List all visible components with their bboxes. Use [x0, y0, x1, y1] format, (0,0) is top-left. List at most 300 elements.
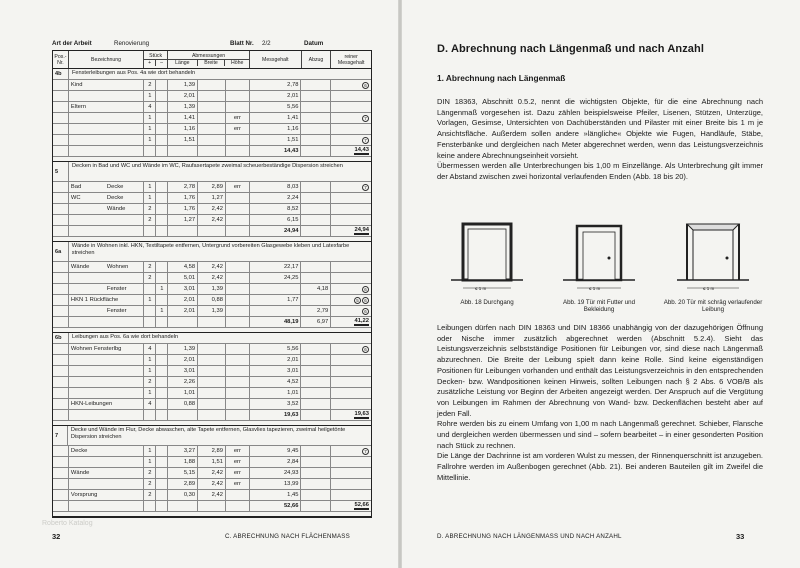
- cell-stueck-minus: [156, 468, 168, 478]
- cell-laenge: 3,01: [168, 366, 198, 376]
- cell-messgehalt: 19,63: [250, 410, 302, 420]
- table-row: [53, 457, 371, 468]
- table-row: [53, 204, 371, 215]
- cell-reiner-messgehalt: [331, 355, 371, 365]
- cell-messgehalt: 2,84: [250, 457, 302, 467]
- cell-laenge: 0,30: [168, 490, 198, 500]
- col-stueck: [144, 51, 168, 68]
- cell-abzug: [301, 226, 331, 236]
- cell-bez-2: Wohnen: [106, 264, 129, 270]
- cell-pos: [53, 226, 69, 236]
- col-plus: +: [144, 60, 156, 66]
- cell-bezeichnung: [69, 501, 144, 511]
- cell-rm-value: 19,63: [354, 411, 369, 417]
- form-column-header: [53, 51, 371, 69]
- blatt-value: 2/2: [262, 40, 271, 47]
- figure-19-caption: Abb. 19 Tür mit Futter und Bekleidung: [562, 299, 636, 314]
- cell-pos: [53, 182, 69, 192]
- cell-reiner-messgehalt: [331, 399, 371, 409]
- cell-stueck-plus: 2: [144, 468, 156, 478]
- cell-messgehalt: 1,77: [250, 295, 302, 305]
- cell-breite: 2,42: [198, 490, 226, 500]
- cell-abzug: [301, 146, 331, 156]
- cell-laenge: [168, 146, 198, 156]
- cell-bezeichnung: [69, 490, 144, 500]
- cell-abzug: [301, 490, 331, 500]
- cell-stueck-plus: 1: [144, 124, 156, 134]
- cell-breite: 2,89: [198, 446, 226, 456]
- cell-reiner-messgehalt: [331, 91, 371, 101]
- table-row: [53, 410, 371, 421]
- figure-20: [663, 212, 763, 318]
- watermark: Roberto Katalog: [42, 520, 93, 527]
- cell-stueck-plus: 1: [144, 295, 156, 305]
- cell-pos: [53, 366, 69, 376]
- cell-stueck-plus: 4: [144, 102, 156, 112]
- cell-breite: [198, 355, 226, 365]
- cell-bez-1: HKN 1 Rückfläche: [70, 297, 119, 303]
- cell-stueck-minus: [156, 490, 168, 500]
- cell-bezeichnung: [69, 273, 144, 283]
- cell-messgehalt: 13,99: [250, 479, 302, 489]
- cell-stueck-plus: 1: [144, 457, 156, 467]
- cell-messgehalt: 2,01: [250, 355, 302, 365]
- cell-messgehalt: 1,41: [250, 113, 302, 123]
- cell-messgehalt: [250, 284, 302, 294]
- cell-abzug: [301, 377, 331, 387]
- cell-hoehe: [226, 388, 250, 398]
- cell-stueck-minus: [156, 113, 168, 123]
- cell-breite: 1,39: [198, 284, 226, 294]
- cell-breite: [198, 91, 226, 101]
- cell-pos: [53, 113, 69, 123]
- cell-breite: 2,42: [198, 479, 226, 489]
- cell-laenge: 2,01: [168, 355, 198, 365]
- table-row: [53, 490, 371, 501]
- cell-laenge: 1,41: [168, 113, 198, 123]
- cell-reiner-messgehalt: [331, 306, 371, 316]
- cell-hoehe: [226, 501, 250, 511]
- table-row: [53, 113, 371, 124]
- cell-breite: 1,27: [198, 193, 226, 203]
- cell-bezeichnung: [69, 388, 144, 398]
- section-separator: [53, 512, 371, 517]
- cell-hoehe: err: [226, 446, 250, 456]
- figure-18-dim: ≤ 1 m: [475, 286, 487, 291]
- cell-laenge: 2,78: [168, 182, 198, 192]
- cell-pos: [53, 317, 69, 327]
- cell-stueck-minus: [156, 344, 168, 354]
- cell-stueck-plus: 1: [144, 355, 156, 365]
- cell-abzug: [301, 113, 331, 123]
- table-row: [53, 135, 371, 146]
- cell-laenge: 1,76: [168, 204, 198, 214]
- datum-label: Datum: [304, 40, 324, 47]
- section-pos: 7: [53, 426, 68, 445]
- cell-pos: [53, 262, 69, 272]
- cell-bezeichnung: [69, 204, 144, 214]
- reference-mark: 7: [362, 137, 369, 144]
- cell-breite: [198, 501, 226, 511]
- art-value: Renovierung: [114, 40, 150, 47]
- cell-stueck-plus: 2: [144, 80, 156, 90]
- figure-18: [437, 212, 537, 318]
- cell-pos: [53, 501, 69, 511]
- cell-abzug: [301, 193, 331, 203]
- paragraph-leibungen: Leibungen dürfen nach DIN 18363 und DIN 18366 unabhängig von der dazugehörigen Öffnung oder Nische immer zusätzlich abgerechnet werden (Abschnitt 5.2.4). Sieht das Leistungsverzeichnis selbstständige Positionen für Leibungen vor, sind diese nach Längenmaß abzurechnen. Die Breite der Leibung spielt dann keine Rolle. Sind keine eigenständigen Positionen für Leibungen vorhanden und enthält das Leistungsverzeichnis in den entsprechenden Decken- bzw. Wandpositionen keinen Hinweis, sollten Leibungen nach § 2 Abs. 6 VOB/B als zusätzliche Leistung vor Beginn der Arbeiten angezeigt werden. Der Anspruch auf die Vergütung von Leibungen im Rahmen der Abrechnung von Wand- bzw. Deckenflächen besteht aber auf jeden Fall.: [437, 323, 763, 418]
- cell-bez-1: Wände: [70, 470, 90, 476]
- figure-18-caption: Abb. 18 Durchgang: [460, 299, 514, 306]
- cell-reiner-messgehalt: [331, 182, 371, 192]
- cell-reiner-messgehalt: [331, 262, 371, 272]
- cell-breite: [198, 146, 226, 156]
- cell-stueck-plus: [144, 410, 156, 420]
- cell-messgehalt: 1,01: [250, 388, 302, 398]
- figure-19-dim: ≤ 1 m: [589, 286, 601, 291]
- col-abmessungen: [168, 51, 250, 68]
- table-row: [53, 446, 371, 457]
- cell-abzug: [301, 135, 331, 145]
- cell-stueck-plus: 2: [144, 490, 156, 500]
- cell-bezeichnung: [69, 317, 144, 327]
- cell-reiner-messgehalt: [331, 80, 371, 90]
- cell-stueck-minus: [156, 146, 168, 156]
- left-footer-title: C. ABRECHNUNG NACH FLÄCHENMASS: [225, 533, 350, 540]
- cell-pos: [53, 204, 69, 214]
- cell-reiner-messgehalt: [331, 344, 371, 354]
- cell-hoehe: [226, 204, 250, 214]
- cell-bez-2: Fenster: [106, 286, 127, 292]
- cell-pos: [53, 91, 69, 101]
- cell-breite: [198, 377, 226, 387]
- cell-hoehe: [226, 226, 250, 236]
- cell-bezeichnung: [69, 146, 144, 156]
- cell-hoehe: [226, 146, 250, 156]
- cell-stueck-plus: 2: [144, 479, 156, 489]
- cell-abzug: [301, 204, 331, 214]
- table-row: [53, 468, 371, 479]
- cell-bezeichnung: [69, 295, 144, 305]
- cell-bezeichnung: [69, 366, 144, 376]
- cell-breite: [198, 135, 226, 145]
- cell-messgehalt: 24,25: [250, 273, 302, 283]
- cell-breite: 1,39: [198, 306, 226, 316]
- cell-messgehalt: 22,17: [250, 262, 302, 272]
- art-label: Art der Arbeit: [52, 40, 92, 47]
- section-description: [53, 162, 371, 182]
- reference-mark: 6: [362, 297, 369, 304]
- cell-messgehalt: 24,94: [250, 226, 302, 236]
- cell-pos: [53, 446, 69, 456]
- cell-abzug: [301, 91, 331, 101]
- cell-laenge: 2,01: [168, 306, 198, 316]
- cell-stueck-minus: [156, 355, 168, 365]
- cell-bez-2: Decke: [106, 184, 124, 190]
- cell-laenge: 2,01: [168, 91, 198, 101]
- paragraph-1b: Übermessen werden alle Unterbrechungen bis 1,00 m Einzellänge. Als Unterbrechung gilt immer der Abstand zwischen zwei horizontal verlaufenden Enden (Abb. 18 bis 20).: [437, 161, 763, 181]
- cell-abzug: [301, 80, 331, 90]
- cell-hoehe: [226, 410, 250, 420]
- cell-bezeichnung: [69, 306, 144, 316]
- cell-reiner-messgehalt: [331, 468, 371, 478]
- cell-rm-value: 14,43: [354, 147, 369, 153]
- cell-messgehalt: 1,51: [250, 135, 302, 145]
- section-pos: 6b: [53, 333, 69, 343]
- section-title: 1. Abrechnung nach Längenmaß: [437, 73, 566, 83]
- cell-messgehalt: 5,56: [250, 102, 302, 112]
- cell-pos: [53, 457, 69, 467]
- right-footer-title: D. ABRECHNUNG NACH LÄNGENMASS UND NACH ANZAHL: [437, 533, 622, 540]
- table-row: [53, 306, 371, 317]
- cell-laenge: 2,26: [168, 377, 198, 387]
- cell-rm-value: 52,66: [354, 502, 369, 508]
- cell-reiner-messgehalt: [331, 273, 371, 283]
- cell-laenge: [168, 410, 198, 420]
- cell-abzug: [301, 399, 331, 409]
- cell-abzug: [301, 262, 331, 272]
- cell-laenge: 3,01: [168, 284, 198, 294]
- cell-pos: [53, 355, 69, 365]
- col-hoehe: Höhe: [230, 60, 244, 66]
- paragraph-group-2: [437, 323, 763, 484]
- cell-bezeichnung: [69, 226, 144, 236]
- cell-bezeichnung: [69, 102, 144, 112]
- form-body: [53, 69, 371, 517]
- cell-pos: [53, 135, 69, 145]
- angled-reveal-diagram: [675, 220, 751, 296]
- figures: [437, 212, 763, 318]
- cell-bezeichnung: [69, 355, 144, 365]
- cell-reiner-messgehalt: [331, 113, 371, 123]
- cell-messgehalt: 8,52: [250, 204, 302, 214]
- cell-hoehe: [226, 490, 250, 500]
- cell-stueck-minus: [156, 501, 168, 511]
- cell-breite: 2,42: [198, 215, 226, 225]
- cell-hoehe: err: [226, 468, 250, 478]
- cell-hoehe: [226, 344, 250, 354]
- cell-bez-2: Decke: [106, 195, 124, 201]
- cell-reiner-messgehalt: [331, 388, 371, 398]
- cell-messgehalt: 2,01: [250, 91, 302, 101]
- cell-laenge: 5,15: [168, 468, 198, 478]
- table-row: [53, 124, 371, 135]
- cell-stueck-minus: [156, 80, 168, 90]
- cell-hoehe: [226, 262, 250, 272]
- section-pos: 4b: [53, 69, 69, 79]
- table-row: [53, 91, 371, 102]
- section-desc-text: Decken in Bad und WC und Wände im WC, Raufasertapete zweimal scheuerbeständige Dispersion streichen: [72, 163, 343, 169]
- reference-mark: 7: [362, 115, 369, 122]
- paragraph-intro: [437, 97, 763, 183]
- cell-pos: [53, 273, 69, 283]
- cell-bez-1: HKN-Leibungen: [70, 401, 113, 407]
- section-pos: 6a: [53, 242, 69, 261]
- col-stueck-label: Stück: [149, 53, 163, 59]
- measurement-form: [52, 50, 372, 518]
- cell-breite: [198, 399, 226, 409]
- cell-laenge: 1,16: [168, 124, 198, 134]
- cell-stueck-plus: [144, 226, 156, 236]
- section-description: [53, 426, 371, 446]
- cell-stueck-plus: 1: [144, 91, 156, 101]
- cell-abzug: [301, 468, 331, 478]
- col-breite: Breite: [198, 60, 226, 66]
- cell-messgehalt: 8,03: [250, 182, 302, 192]
- table-row: [53, 399, 371, 410]
- cell-pos: [53, 388, 69, 398]
- cell-reiner-messgehalt: [331, 146, 371, 156]
- cell-abzug: [301, 410, 331, 420]
- cell-messgehalt: 1,45: [250, 490, 302, 500]
- cell-bez-1: Wohnen Fensterlbg: [70, 346, 122, 352]
- cell-bezeichnung: [69, 262, 144, 272]
- cell-pos: [53, 479, 69, 489]
- cell-breite: [198, 317, 226, 327]
- cell-bez-1: Wände: [70, 264, 90, 270]
- cell-laenge: 3,27: [168, 446, 198, 456]
- cell-pos: [53, 102, 69, 112]
- cell-stueck-plus: 2: [144, 273, 156, 283]
- cell-abzug: 2,79: [301, 306, 331, 316]
- table-row: [53, 193, 371, 204]
- cell-breite: 2,89: [198, 182, 226, 192]
- cell-bezeichnung: [69, 468, 144, 478]
- cell-stueck-minus: [156, 295, 168, 305]
- cell-bezeichnung: [69, 284, 144, 294]
- table-row: [53, 377, 371, 388]
- cell-breite: [198, 344, 226, 354]
- cell-breite: [198, 226, 226, 236]
- cell-stueck-minus: [156, 102, 168, 112]
- paragraph-1: DIN 18363, Abschnitt 0.5.2, nennt die wichtigsten Objekte, für die eine Abrechnung nach Längenmaß vorgesehen ist. Dazu zählen beispielsweise Pfeiler, Lisenen, Stützen, Unterzüge, Vorlagen, Gesimse, Untersichten von Dachüberständen und Pilaster mit einer Breite bis 1 m je Ansichtsfläche. Außerdem sollen andere »längliche« Objekte wie Fugen, Handläufe, Stäbe, Fensterbänke und dergleichen nach Meter abgerechnet werden, wenn das Leistungsverzeichnis keine andere Abrechnungseinheit vorsieht.: [437, 97, 763, 160]
- cell-stueck-plus: 1: [144, 193, 156, 203]
- cell-bezeichnung: [69, 182, 144, 192]
- cell-reiner-messgehalt: [331, 284, 371, 294]
- cell-laenge: 0,88: [168, 399, 198, 409]
- reference-mark: 5: [354, 297, 361, 304]
- cell-bezeichnung: [69, 344, 144, 354]
- cell-abzug: 6,97: [301, 317, 331, 327]
- cell-bezeichnung: [69, 410, 144, 420]
- cell-pos: [53, 490, 69, 500]
- cell-breite: [198, 388, 226, 398]
- cell-stueck-plus: 2: [144, 262, 156, 272]
- table-row: [53, 317, 371, 328]
- cell-stueck-minus: [156, 399, 168, 409]
- cell-reiner-messgehalt: [331, 490, 371, 500]
- cell-abzug: 4,18: [301, 284, 331, 294]
- cell-bezeichnung: [69, 135, 144, 145]
- cell-abzug: [301, 388, 331, 398]
- section-desc-text: Leibungen aus Pos. 6a wie dort behandeln: [72, 334, 179, 340]
- cell-bez-1: Eltern: [70, 104, 87, 110]
- cell-pos: [53, 193, 69, 203]
- cell-pos: [53, 215, 69, 225]
- reference-mark: 6: [362, 308, 369, 315]
- cell-breite: 2,42: [198, 468, 226, 478]
- table-row: [53, 102, 371, 113]
- cell-hoehe: [226, 399, 250, 409]
- cell-messgehalt: [250, 306, 302, 316]
- cell-laenge: 1,51: [168, 135, 198, 145]
- cell-messgehalt: 3,52: [250, 399, 302, 409]
- cell-breite: [198, 366, 226, 376]
- cell-stueck-plus: [144, 146, 156, 156]
- right-page-number: 33: [736, 532, 745, 541]
- cell-breite: 2,42: [198, 273, 226, 283]
- cell-stueck-plus: [144, 284, 156, 294]
- cell-messgehalt: 2,24: [250, 193, 302, 203]
- cell-messgehalt: 14,43: [250, 146, 302, 156]
- table-row: [53, 262, 371, 273]
- cell-reiner-messgehalt: [331, 102, 371, 112]
- reference-mark: 6: [362, 82, 369, 89]
- cell-breite: [198, 113, 226, 123]
- table-row: [53, 344, 371, 355]
- cell-reiner-messgehalt: [331, 446, 371, 456]
- table-row: [53, 388, 371, 399]
- cell-laenge: 1,39: [168, 344, 198, 354]
- table-row: [53, 146, 371, 157]
- cell-stueck-plus: 2: [144, 204, 156, 214]
- cell-stueck-plus: 1: [144, 388, 156, 398]
- cell-bezeichnung: [69, 193, 144, 203]
- cell-bez-1: Kind: [70, 82, 83, 88]
- cell-stueck-plus: 1: [144, 182, 156, 192]
- cell-messgehalt: 1,16: [250, 124, 302, 134]
- cell-messgehalt: 5,56: [250, 344, 302, 354]
- col-minus: –: [160, 60, 164, 66]
- cell-stueck-plus: [144, 306, 156, 316]
- cell-abzug: [301, 295, 331, 305]
- cell-reiner-messgehalt: [331, 215, 371, 225]
- cell-bezeichnung: [69, 399, 144, 409]
- reference-mark: 6: [362, 286, 369, 293]
- table-row: [53, 215, 371, 226]
- cell-hoehe: [226, 135, 250, 145]
- figure-19: [549, 212, 649, 318]
- cell-stueck-minus: [156, 317, 168, 327]
- table-row: [53, 273, 371, 284]
- cell-stueck-minus: [156, 366, 168, 376]
- cell-hoehe: [226, 80, 250, 90]
- col-laenge: Länge: [168, 60, 198, 66]
- cell-rm-value: 41,22: [354, 318, 369, 324]
- cell-laenge: 1,88: [168, 457, 198, 467]
- reference-mark: 7: [362, 448, 369, 455]
- cell-abzug: [301, 355, 331, 365]
- cell-abzug: [301, 215, 331, 225]
- cell-messgehalt: 48,19: [250, 317, 302, 327]
- cell-stueck-plus: 1: [144, 113, 156, 123]
- cell-messgehalt: 4,52: [250, 377, 302, 387]
- col-bezeichnung: Bezeichnung: [69, 51, 144, 68]
- cell-hoehe: [226, 215, 250, 225]
- cell-stueck-plus: [144, 317, 156, 327]
- cell-reiner-messgehalt: [331, 204, 371, 214]
- cell-laenge: 1,39: [168, 102, 198, 112]
- cell-stueck-plus: 1: [144, 366, 156, 376]
- cell-hoehe: err: [226, 182, 250, 192]
- col-abm-label: Abmessungen: [191, 53, 226, 59]
- section-description: [53, 333, 371, 344]
- cell-breite: [198, 124, 226, 134]
- cell-stueck-minus: [156, 273, 168, 283]
- cell-bez-1: Decke: [70, 448, 88, 454]
- cell-laenge: 1,76: [168, 193, 198, 203]
- cell-stueck-plus: 2: [144, 377, 156, 387]
- table-row: [53, 80, 371, 91]
